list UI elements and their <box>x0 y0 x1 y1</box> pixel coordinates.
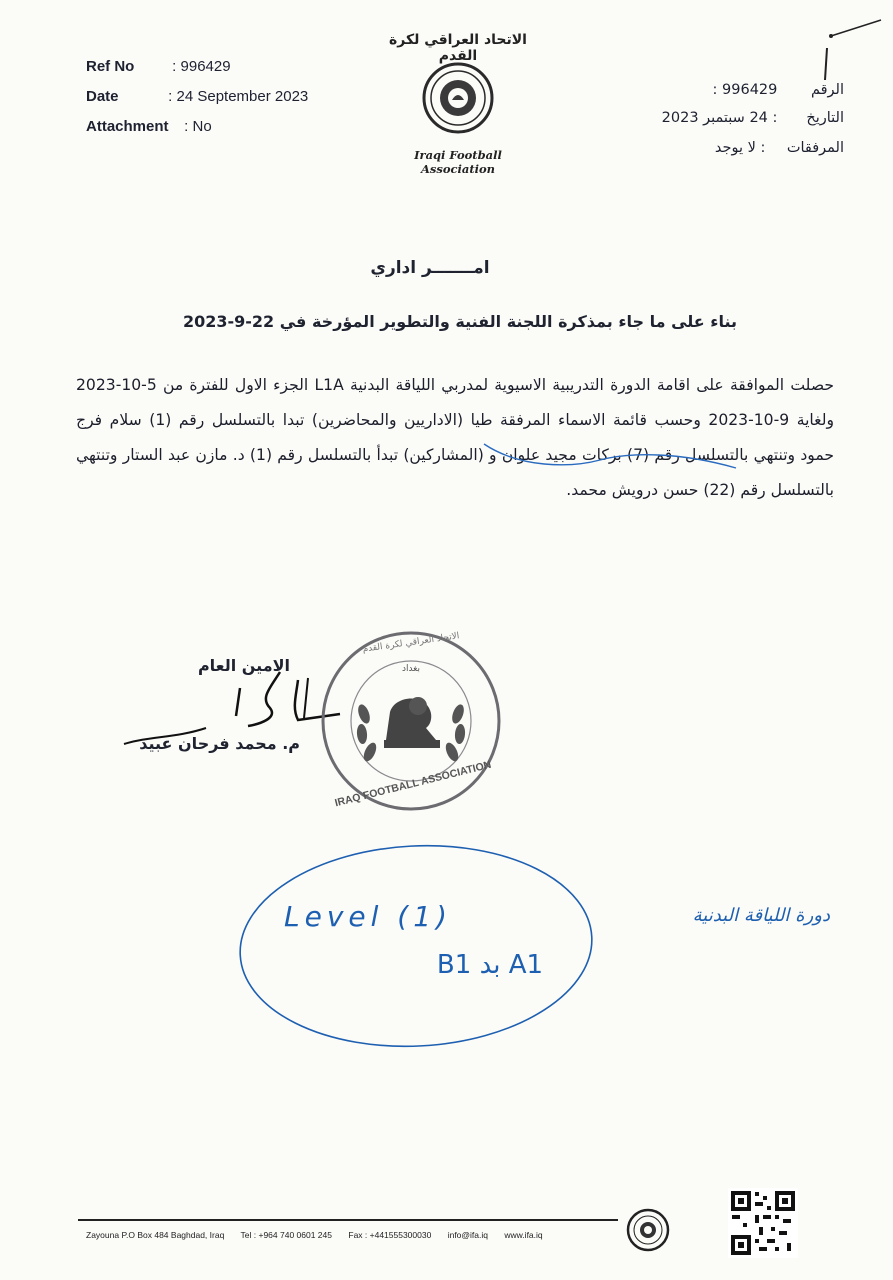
corner-pen-mark <box>815 14 885 84</box>
letter-title: امـــــــر اداري <box>370 258 490 278</box>
logo-arabic-name: الاتحاد العراقي لكرة القدم <box>389 32 527 64</box>
ar-attachment-label: المرفقات <box>786 140 844 156</box>
date-value: : 24 September 2023 <box>168 88 309 105</box>
official-stamp <box>318 628 504 814</box>
signature-position: الامين العام <box>197 656 290 675</box>
logo-english-name: Iraqi Football Association <box>414 148 502 176</box>
ar-ref-label: الرقم <box>810 82 844 98</box>
footer-contact <box>86 1230 557 1240</box>
ref-row <box>86 58 346 88</box>
handwritten-arabic-note: دورة اللياقة البدنية <box>692 905 830 926</box>
ar-date-value: : 24 سبتمبر 2023 <box>661 110 778 126</box>
header-logo <box>378 30 538 176</box>
ar-ref-row <box>600 82 844 110</box>
footer-fax: Fax : +441555300030 <box>348 1230 432 1240</box>
attachment-label: Attachment <box>86 118 169 135</box>
footer-logo-icon <box>626 1208 670 1252</box>
letter-subtitle: بناء على ما جاء بمذكرة اللجنة الفنية والتطوير المؤرخة في 22-9-2023 <box>182 312 738 331</box>
ar-date-label: التاريخ <box>806 110 844 126</box>
ar-date-row <box>600 110 844 140</box>
handwritten-level: Level (1) <box>284 900 452 933</box>
footer-tel: Tel : +964 740 0601 245 <box>240 1230 332 1240</box>
ref-value: : 996429 <box>172 58 231 75</box>
logo-emblem-icon <box>422 62 494 134</box>
qr-code-icon <box>728 1188 798 1258</box>
handwritten-ellipse <box>232 838 602 1058</box>
attachment-row <box>86 118 346 148</box>
date-row <box>86 88 346 118</box>
arabic-meta <box>600 82 844 168</box>
footer-email: info@ifa.iq <box>447 1230 488 1240</box>
footer-address: Zayouna P.O Box 484 Baghdad, Iraq <box>86 1230 225 1240</box>
ar-attachment-value: : لا يوجد <box>714 140 766 156</box>
letter-body: حصلت الموافقة على اقامة الدورة التدريبية الاسيوية لمدربي اللياقة البدنية L1A الجزء الاول للفترة من 5-10-2023 ولغاية 9-10-2023 وحسب قائمة الاسماء المرفقة طيا (الاداريين والمحاضرين) تبدا بالتسلسل رقم (1) سلام فرج حمود وتنتهي بالتسلسل رقم (7) بركات مجيد علوان و (المشاركين) تبدأ بالتسلسل رقم (1) د. مازن عبد الستار وتنتهي بالتسلسل رقم (22) حسن درويش محمد. <box>76 376 834 499</box>
footer-web: www.ifa.iq <box>504 1230 543 1240</box>
attachment-value: : No <box>184 118 212 135</box>
footer-divider <box>78 1219 618 1221</box>
signature-name: م. محمد فرحان عبيد <box>139 734 300 753</box>
date-label: Date <box>86 88 119 105</box>
stamp-city: بغداد <box>401 664 421 674</box>
lion-icon <box>384 697 440 748</box>
stamp-english-name: IRAQ FOOTBALL ASSOCIATION <box>333 758 493 810</box>
ref-label: Ref No <box>86 58 135 75</box>
ar-attachment-row <box>600 140 844 168</box>
signature-strike <box>120 722 210 752</box>
handwritten-sub: A1 بد B1 <box>436 950 544 980</box>
english-meta <box>86 58 346 148</box>
pen-underline-mark <box>480 438 740 478</box>
stamp-arabic-name: الاتحاد العراقي لكرة القدم <box>361 631 461 655</box>
ar-ref-value: 996429 : <box>712 82 778 98</box>
